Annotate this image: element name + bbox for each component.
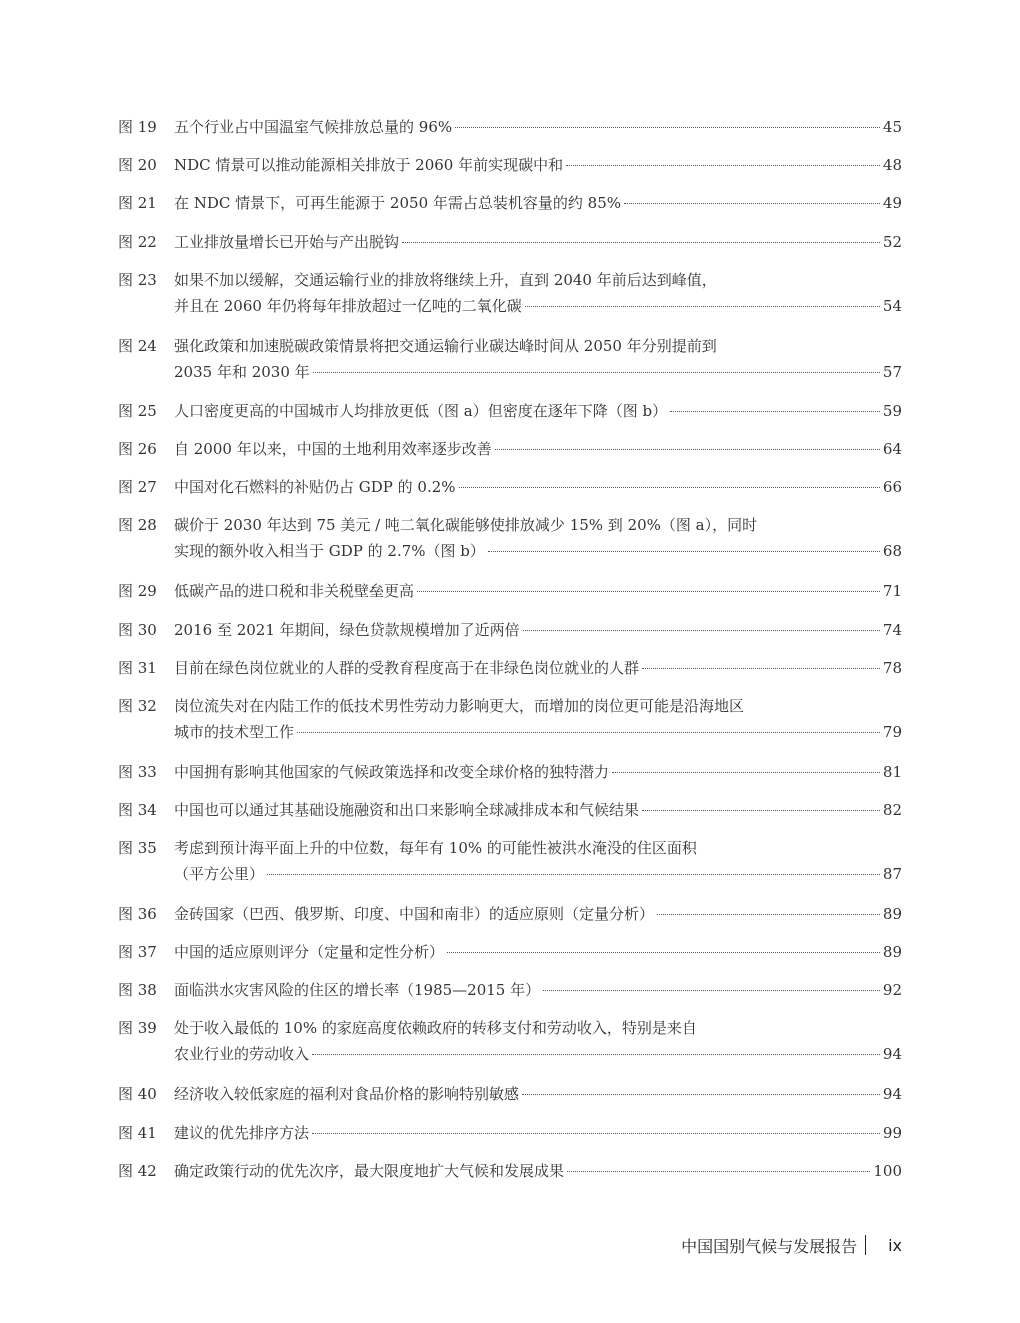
- figure-number: 图 25: [118, 402, 157, 420]
- figure-title-line: 建议的优先排序方法: [174, 1124, 310, 1142]
- dot-leader: [624, 203, 880, 204]
- toc-entry[interactable]: [118, 977, 902, 1003]
- page-ref: 99: [882, 1124, 902, 1142]
- dot-leader: [642, 668, 880, 669]
- figure-title-line: 确定政策行动的优先次序，最大限度地扩大气候和发展成果: [174, 1162, 565, 1180]
- toc-entry[interactable]: [118, 333, 902, 385]
- toc-entry[interactable]: [118, 939, 902, 965]
- figure-number: 图 36: [118, 905, 157, 923]
- dot-leader: [488, 551, 880, 552]
- page-ref: 68: [882, 542, 902, 560]
- page-ref: 57: [882, 363, 902, 381]
- page-ref: 48: [882, 156, 902, 174]
- page-ref: 92: [882, 981, 902, 999]
- page-ref: 78: [882, 659, 902, 677]
- footer-divider: [865, 1235, 866, 1255]
- figure-title-line: 人口密度更高的中国城市人均排放更低（图 a）但密度在逐年下降（图 b）: [174, 402, 668, 420]
- figure-number: 图 34: [118, 801, 157, 819]
- figure-title-line: 农业行业的劳动收入: [174, 1045, 310, 1063]
- toc-entry[interactable]: [118, 797, 902, 823]
- page-ref: 87: [882, 865, 902, 883]
- figure-title-line: 城市的技术型工作: [174, 723, 295, 741]
- figure-number: 图 19: [118, 118, 157, 136]
- page-ref: 89: [882, 943, 902, 961]
- page-ref: 45: [882, 118, 902, 136]
- figure-title-line: 工业排放量增长已开始与产出脱钩: [174, 233, 400, 251]
- figure-number: 图 22: [118, 233, 157, 251]
- figure-title-line: 低碳产品的进口税和非关税壁垒更高: [174, 582, 415, 600]
- page-ref: 79: [882, 723, 902, 741]
- figure-number: 图 33: [118, 763, 157, 781]
- page-footer: [681, 1232, 902, 1258]
- toc-entry[interactable]: [118, 267, 902, 319]
- page-ref: 74: [882, 621, 902, 639]
- figure-number: 图 23: [118, 271, 157, 289]
- figure-title-line: 强化政策和加速脱碳政策情景将把交通运输行业碳达峰时间从 2050 年分别提前到: [174, 337, 717, 355]
- toc-entry[interactable]: [118, 512, 902, 564]
- toc-entry[interactable]: [118, 1015, 902, 1067]
- page-ref: 66: [882, 478, 902, 496]
- figure-number: 图 39: [118, 1019, 157, 1037]
- page-number: ix: [888, 1235, 902, 1255]
- page-ref: 59: [882, 402, 902, 420]
- figure-title-line: 中国拥有影响其他国家的气候政策选择和改变全球价格的独特潜力: [174, 763, 610, 781]
- figure-number: 图 30: [118, 621, 157, 639]
- dot-leader: [312, 1054, 880, 1055]
- dot-leader: [567, 1171, 870, 1172]
- dot-leader: [312, 1133, 880, 1134]
- toc-entry[interactable]: [118, 655, 902, 681]
- figure-title-line: 如果不加以缓解，交通运输行业的排放将继续上升，直到 2040 年前后达到峰值，: [174, 271, 717, 289]
- page-ref: 94: [882, 1085, 902, 1103]
- page-ref: 100: [873, 1162, 902, 1180]
- figure-number: 图 42: [118, 1162, 157, 1180]
- dot-leader: [523, 630, 880, 631]
- dot-leader: [459, 487, 880, 488]
- toc-entry[interactable]: [118, 578, 902, 604]
- figure-number: 图 27: [118, 478, 157, 496]
- dot-leader: [522, 1094, 880, 1095]
- figure-title-line: 五个行业占中国温室气候排放总量的 96%: [174, 118, 453, 136]
- dot-leader: [642, 810, 880, 811]
- dot-leader: [525, 306, 880, 307]
- figure-number: 图 37: [118, 943, 157, 961]
- page-ref: 82: [882, 801, 902, 819]
- dot-leader: [543, 990, 880, 991]
- page-ref: 89: [882, 905, 902, 923]
- figure-title-line: 中国的适应原则评分（定量和定性分析）: [174, 943, 445, 961]
- figure-number: 图 31: [118, 659, 157, 677]
- figure-title-line: 金砖国家（巴西、俄罗斯、印度、中国和南非）的适应原则（定量分析）: [174, 905, 655, 923]
- figure-title-line: 目前在绿色岗位就业的人群的受教育程度高于在非绿色岗位就业的人群: [174, 659, 640, 677]
- toc-entry[interactable]: [118, 474, 902, 500]
- figure-title-line: 考虑到预计海平面上升的中位数，每年有 10% 的可能性被洪水淹没的住区面积: [174, 839, 697, 857]
- page-ref: 71: [882, 582, 902, 600]
- dot-leader: [455, 127, 880, 128]
- figure-title-line: 自 2000 年以来，中国的土地利用效率逐步改善: [174, 440, 492, 458]
- toc-entry[interactable]: [118, 1158, 902, 1184]
- figure-number: 图 24: [118, 337, 157, 355]
- figure-number: 图 40: [118, 1085, 157, 1103]
- figure-number: 图 21: [118, 194, 157, 212]
- toc-entry[interactable]: [118, 152, 902, 178]
- figure-title-line: 实现的额外收入相当于 GDP 的 2.7%（图 b）: [174, 542, 485, 560]
- figure-title-line: 碳价于 2030 年达到 75 美元 / 吨二氧化碳能够使排放减少 15% 到 20%（图 a），同时: [174, 516, 758, 534]
- figure-title-line: NDC 情景可以推动能源相关排放于 2060 年前实现碳中和: [174, 156, 564, 174]
- dot-leader: [612, 772, 880, 773]
- figure-number: 图 35: [118, 839, 157, 857]
- dot-leader: [495, 449, 880, 450]
- figure-number: 图 26: [118, 440, 157, 458]
- dot-leader: [447, 952, 880, 953]
- dot-leader: [417, 591, 880, 592]
- toc-entry[interactable]: [118, 835, 902, 887]
- toc-entry[interactable]: [118, 1120, 902, 1146]
- dot-leader: [402, 242, 880, 243]
- figure-number: 图 38: [118, 981, 157, 999]
- figure-title-line: 在 NDC 情景下，可再生能源于 2050 年需占总装机容量的约 85%: [174, 194, 621, 212]
- figure-title-line: 2035 年和 2030 年: [174, 363, 310, 381]
- figure-number: 图 41: [118, 1124, 157, 1142]
- dot-leader: [267, 874, 880, 875]
- toc-entry[interactable]: [118, 114, 902, 140]
- page-ref: 94: [882, 1045, 902, 1063]
- figure-title-line: 并且在 2060 年仍将每年排放超过一亿吨的二氧化碳: [174, 297, 522, 315]
- figure-title-line: 岗位流失对在内陆工作的低技术男性劳动力影响更大，而增加的岗位更可能是沿海地区: [174, 697, 745, 715]
- toc-entry[interactable]: [118, 398, 902, 424]
- figure-title-line: 中国对化石燃料的补贴仍占 GDP 的 0.2%: [174, 478, 456, 496]
- toc-entry[interactable]: [118, 901, 902, 927]
- figure-title-line: 经济收入较低家庭的福利对食品价格的影响特别敏感: [174, 1085, 520, 1103]
- page-ref: 64: [882, 440, 902, 458]
- toc-entry[interactable]: [118, 436, 902, 462]
- figure-number: 图 20: [118, 156, 157, 174]
- figure-number: 图 29: [118, 582, 157, 600]
- report-title: 中国国别气候与发展报告: [681, 1236, 858, 1256]
- dot-leader: [670, 411, 880, 412]
- page-ref: 54: [882, 297, 902, 315]
- toc-entry[interactable]: [118, 617, 902, 643]
- figure-title-line: （平方公里）: [174, 865, 265, 883]
- toc-entry[interactable]: [118, 190, 902, 216]
- toc-entry[interactable]: [118, 693, 902, 745]
- toc-entry[interactable]: [118, 1081, 902, 1107]
- figure-title-line: 面临洪水灾害风险的住区的增长率（1985—2015 年）: [174, 981, 541, 999]
- dot-leader: [313, 372, 880, 373]
- figure-number: 图 32: [118, 697, 157, 715]
- figure-title-line: 2016 至 2021 年期间，绿色贷款规模增加了近两倍: [174, 621, 520, 639]
- figure-title-line: 处于收入最低的 10% 的家庭高度依赖政府的转移支付和劳动收入，特别是来自: [174, 1019, 697, 1037]
- figure-title-line: 中国也可以通过其基础设施融资和出口来影响全球减排成本和气候结果: [174, 801, 640, 819]
- toc-entry[interactable]: [118, 759, 902, 785]
- figure-number: 图 28: [118, 516, 157, 534]
- dot-leader: [566, 165, 880, 166]
- page-ref: 81: [882, 763, 902, 781]
- dot-leader: [657, 914, 880, 915]
- toc-entry[interactable]: [118, 229, 902, 255]
- dot-leader: [297, 732, 880, 733]
- page-ref: 52: [882, 233, 902, 251]
- page-ref: 49: [882, 194, 902, 212]
